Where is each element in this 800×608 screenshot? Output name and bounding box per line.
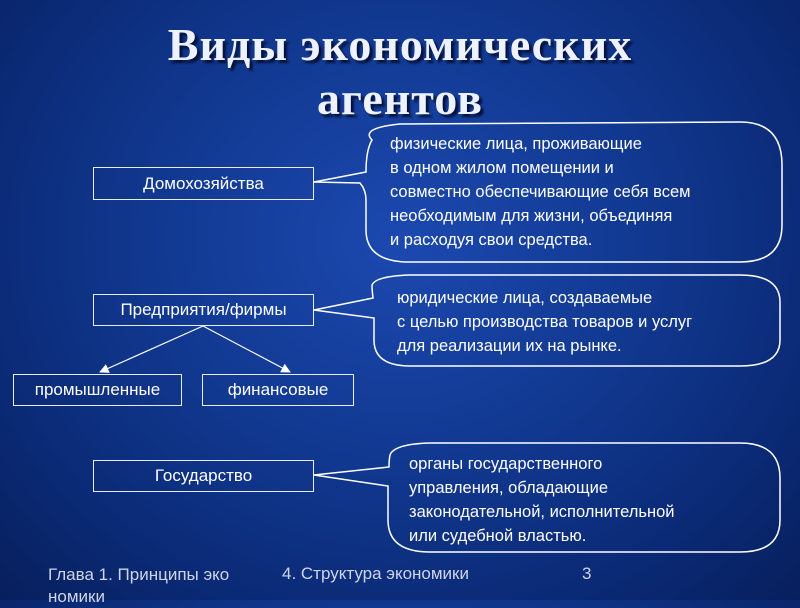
callout-line: органы государственного <box>409 455 603 473</box>
state-description <box>409 452 675 548</box>
callout-line: и расходуя свои средства. <box>390 231 593 249</box>
callout-line: или судебной властью. <box>409 527 587 545</box>
enterprises-description <box>397 286 692 358</box>
callout-line: с целью производства товаров и услуг <box>397 313 693 331</box>
callout-line: управления, обладающие <box>409 479 608 497</box>
callout-line: юридические лица, создаваемые <box>397 289 653 307</box>
callout-line: физические лица, проживающие <box>390 135 642 153</box>
arrow-to-financial <box>203 326 290 372</box>
title-line-1: Виды экономических <box>167 19 633 70</box>
industrial-box: промышленные <box>13 374 182 406</box>
callout-line: в одном жилом помещении и <box>390 159 614 177</box>
households-description <box>390 132 691 252</box>
callout-line: для реализации их на рынке. <box>397 337 622 355</box>
financial-box: финансовые <box>202 374 354 406</box>
callout-line: необходимым для жизни, объединяя <box>390 207 673 225</box>
footer-chapter <box>48 564 229 608</box>
households-box: Домохозяйства <box>93 167 314 200</box>
arrow-to-industrial <box>100 326 203 372</box>
callout-line: совместно обеспечивающие себя всем <box>390 183 691 201</box>
enterprises-box: Предприятия/фирмы <box>93 294 314 326</box>
title-line-2: агентов <box>317 73 483 124</box>
footer-chapter-line-1: Глава 1. Принципы эко <box>48 565 230 584</box>
footer-section: 4. Структура экономики <box>282 564 469 583</box>
footer-chapter-line-2: номики <box>48 587 105 606</box>
state-box: Государство <box>93 460 314 492</box>
footer-page-number: 3 <box>582 564 592 583</box>
callout-line: законодательной, исполнительной <box>409 503 675 521</box>
